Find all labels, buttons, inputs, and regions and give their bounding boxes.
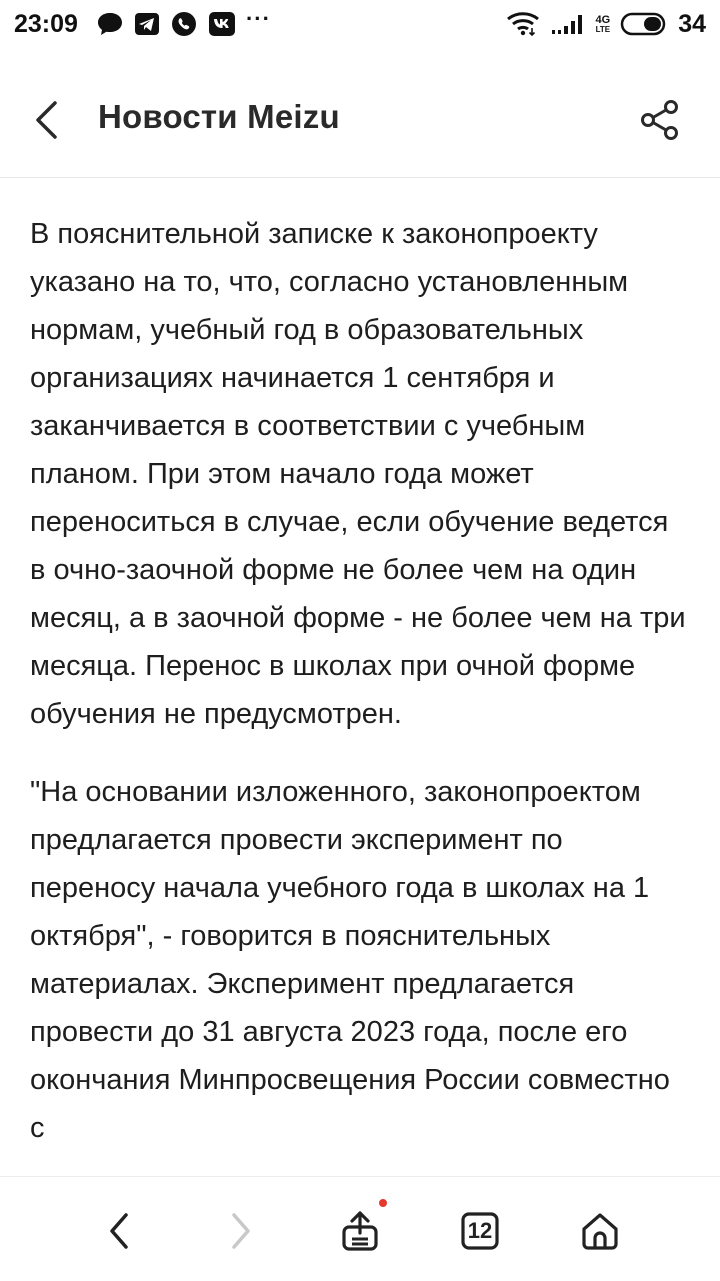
tabs-button[interactable] — [454, 1205, 506, 1257]
status-right — [506, 10, 707, 39]
app-header — [0, 60, 720, 178]
wifi-icon — [506, 11, 540, 37]
vk-icon — [208, 11, 236, 37]
share-tray-button[interactable] — [334, 1205, 386, 1257]
share-button[interactable] — [638, 98, 682, 142]
article-content[interactable] — [0, 180, 720, 1175]
network-type-bottom: LTE — [595, 24, 611, 34]
home-icon — [579, 1210, 621, 1252]
back-button[interactable] — [28, 100, 64, 140]
tabs-count: 12 — [467, 1218, 493, 1243]
whatsapp-icon — [170, 10, 198, 38]
network-type-icon — [596, 15, 611, 34]
more-notifications-indicator: ··· — [245, 6, 271, 31]
forward-arrow-icon — [228, 1211, 254, 1251]
home-button[interactable] — [574, 1205, 626, 1257]
signal-icon — [550, 13, 586, 35]
battery-icon — [620, 11, 668, 37]
status-left — [14, 6, 271, 39]
chevron-left-icon — [33, 100, 59, 140]
back-nav-button[interactable] — [93, 1205, 145, 1257]
share-icon — [639, 99, 681, 141]
telegram-icon — [134, 12, 160, 36]
message-bubble-icon — [96, 11, 124, 37]
back-arrow-icon — [106, 1211, 132, 1251]
status-time: 23:09 — [14, 9, 78, 38]
bottom-toolbar — [0, 1176, 720, 1281]
notification-dot — [379, 1199, 387, 1207]
article-paragraph: "На основании изложенного, законопроектом предлагается провести эксперимент по переносу начала учебного года в школах на 1 октября", - говорится в пояснительных материалах. Эксперимент предлагается провести до 31 августа 2023 года, после его окончания Минпросвещения России совместно с — [30, 776, 670, 1144]
article-body — [0, 180, 720, 1152]
article-paragraph: В пояснительной записке к законопроекту указано на то, что, согласно установленным нормам, учебный год в образовательных организациях начинается 1 сентября и заканчивается в соответствии с учебным планом. При этом начало года может переноситься в случае, если обучение ведется в очно-заочной форме не более чем на один месяц, а в заочной форме - не более чем на три месяца. Перенос в школах при очной форме обучения не предусмотрен. — [30, 218, 686, 730]
forward-nav-button[interactable] — [215, 1205, 267, 1257]
status-bar — [0, 0, 720, 48]
page-title: Новости Meizu — [98, 98, 340, 135]
share-tray-icon — [338, 1209, 382, 1253]
battery-level: 34 — [678, 9, 706, 38]
network-type-top: 4G — [595, 13, 611, 26]
